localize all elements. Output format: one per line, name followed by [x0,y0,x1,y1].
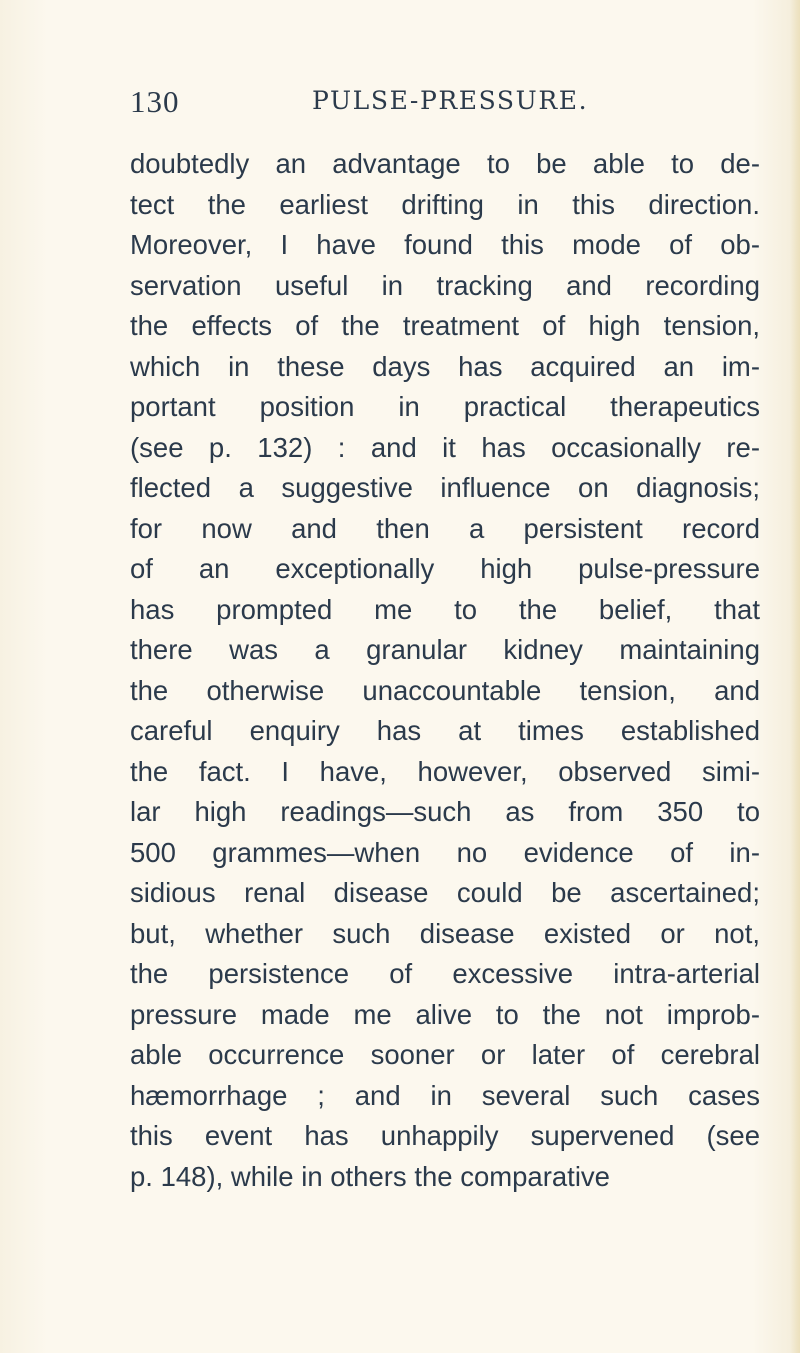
text-line: has prompted me to the belief, that [130,593,760,625]
text-line: (see p. 132) : and it has occasionally re- [130,431,760,463]
text-line: tect the earliest drifting in this direction. [130,188,760,220]
text-line: p. 148), while in others the comparative [130,1160,610,1192]
text-line: the persistence of excessive intra-arterial [130,958,760,989]
text-line: flected a suggestive influence on diagnosis; [130,472,760,503]
body-text [130,144,760,1197]
text-line: sidious renal disease could be ascertained; [130,877,760,908]
text-line: which in these days has acquired an im- [130,350,760,382]
text-line: the fact. I have, however, observed simi- [130,755,760,787]
text-line: careful enquiry has at times established [130,715,760,746]
text-line: of an exceptionally high pulse-pressure [130,553,760,584]
text-line: doubtedly an advantage to be able to de- [130,148,760,179]
text-line: the otherwise unaccountable tension, and [130,674,760,706]
text-line: servation useful in tracking and recording [130,269,760,301]
text-line: able occurrence sooner or later of cerebral [130,1039,760,1070]
page-edge-shadow [790,0,800,1353]
running-title: PULSE-PRESSURE. [312,86,589,115]
text-line: but, whether such disease existed or not, [130,917,760,949]
text-line: Moreover, I have found this mode of ob- [130,229,760,260]
text-line: pressure made me alive to the not improb- [130,998,760,1030]
text-line: lar high readings—such as from 350 to [130,796,760,827]
page-number: 130 [130,84,180,119]
text-line: the effects of the treatment of high tension, [130,310,760,341]
text-line: hæmorrhage ; and in several such cases [130,1079,760,1111]
text-line: 500 grammes—when no evidence of in- [130,836,760,868]
text-line: there was a granular kidney maintaining [130,634,760,665]
text-line: portant position in practical therapeutics [130,391,760,422]
text-line: for now and then a persistent record [130,512,760,544]
text-line: this event has unhappily supervened (see [130,1120,760,1151]
